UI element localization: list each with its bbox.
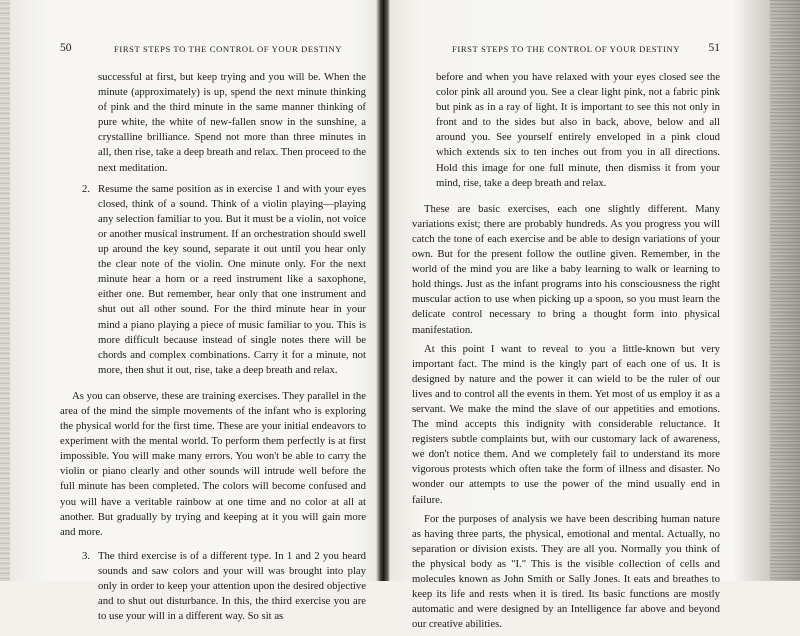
mind-kingly-paragraph: At this point I want to reveal to you a little-known but very important fact. The mind is the kingly part of each one of us. It is designed by nature and the power it can wield to be the ruler of our lives and to control all the events in them. Yet most of us employ it as a servant. We make the mind the slave of our appetities and emotions. The mind accepts this indignity with considerable reluctance. It registers subtle complaints but, with our customary lack of awareness, we don't notice them. And we completely fail to understand its more vigorous protests which often take the form of illness and disaster. No wonder our attempts to use the power of the mind usually end in failure. <box>412 342 720 506</box>
right-page-number: 51 <box>708 42 720 54</box>
exercise-2-number: 2. <box>82 182 91 195</box>
training-exercises-paragraph: As you can observe, these are training exercises. They parallel in the area of the mind the simple movements of the infant who is exploring the physical world for the first time. These are your initial endeavors to experiment with the mental world. To perform them perfectly is at first impossible. You will make many errors. You won't be able to carry the violin or piano clearly and other sounds will intrude well before the full minute has been completed. The colors will become confused and you will have a veritable rainbow at one time and no color at all at another. But gradually by trying and keeping at it you will gain more and more. <box>60 389 366 538</box>
left-continuation-paragraph: successful at first, but keep trying and you will be. When the minute (approximately) is up, spend the next minute thinking of pink and the third minute in the same manner thinking of pure white, the white of new-fallen snow in the sunshine, a crystalline brilliance. Spend not more than three minutes in all, then rise, take a deep breath and relax. Then proceed to the next meditation. <box>98 71 366 174</box>
human-nature-paragraph: For the purposes of analysis we have been describing human nature as having three parts, the physical, emotional and mental. Actually, no separation or division exists. They are all you. Normally you think of the physical body as "I." This is the visible collection of cells and molecules known as John Smith or Sally Jones. It eats and breathes to keep its life and rests when it is tired. Its basic functions are mostly automatic and were designed by an Intelligence far above and beyond our creative abilities. <box>412 512 720 631</box>
left-running-head-title: FIRST STEPS TO THE CONTROL OF YOUR DESTINY <box>114 44 343 54</box>
left-page-text <box>60 70 366 630</box>
right-page-edge <box>732 0 800 581</box>
exercise-2-item <box>60 182 366 378</box>
exercise-3-text: The third exercise is of a different type. In 1 and 2 you heard sounds and saw colors and your will was brought into play only in order to keep your attention upon the desired objective and to shut out disturbance. In this, the third exercise you are to use your will in a different way. So sit as <box>98 549 366 623</box>
exercise-3-number: 3. <box>82 549 91 562</box>
left-page-edge <box>0 0 10 581</box>
right-continuation-paragraph: before and when you have relaxed with your eyes closed see the color pink all around you. See a clear light pink, not a fabric pink but pink as in a ray of light. It is important to see this not only in front and to the sides but also in back, above, below and all around you. See yourself entirely enveloped in a pink cloud which extends six to ten inches out from you in all directions. Hold this image for one full minute, then dismiss it from your mind, rise, take a deep breath and relax. <box>436 71 720 189</box>
book-gutter <box>376 0 390 581</box>
exercise-3-item <box>60 549 366 624</box>
right-page-text <box>412 70 720 636</box>
basic-exercises-paragraph: These are basic exercises, each one slightly different. Many variations exist; there are probably hundreds. As you progress you will catch the tone of each exercise and be able to design variations of your own. But for the present follow the outline given. Remember, in the world of the mind you are like a baby learning to walk or learning to hold things. Just as the infant programs into his consciousness the right muscular action to use when picking up a spoon, so you must learn the delicate control necessary to bring a thought form into physical manifestation. <box>412 202 720 336</box>
left-page-number: 50 <box>60 42 72 54</box>
right-running-head-title: FIRST STEPS TO THE CONTROL OF YOUR DESTINY <box>452 44 681 54</box>
exercise-2-text: Resume the same position as in exercise 1 and with your eyes closed, think of a sound. Think of a violin playing—playing any selection familiar to you. But it must be a violin, not voice or another musical instrument. If an orchestration should swell up around the key sound, separate it out until you hear only the clear note of the violin. One minute only. For the next minute hear a horn or a reed instrument like a saxophone, either one. But remember, hear only that one instrument and shut out all other sound. For the third minute hear in your mind a piano playing a piece of music familiar to you. This is more difficult because instead of single notes there will be chords and complex combinations. Carry it for a minute, not more, then shut it out, rise, take a deep breath and relax. <box>98 182 367 376</box>
right-running-head <box>412 44 720 60</box>
left-running-head <box>60 44 366 60</box>
